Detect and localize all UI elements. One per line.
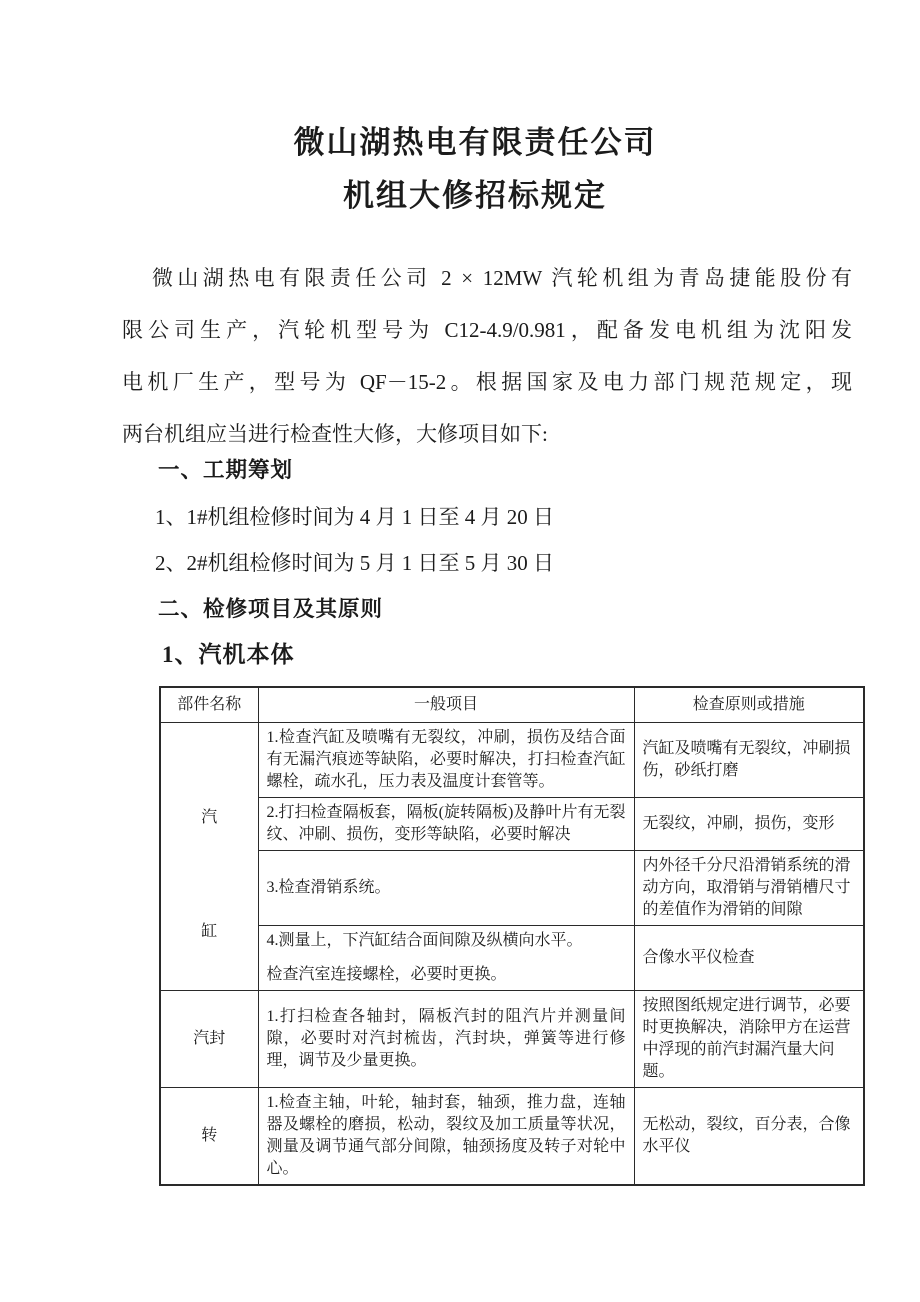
check-cell-qigang-3: 内外径千分尺沿滑销系统的滑动方向，取滑销与滑销槽尺寸的差值作为滑销的间隙: [634, 851, 864, 926]
table-row-qigang-2: [160, 798, 864, 851]
general-cell-qigang-2: 2.打扫检查隔板套，隔板(旋转隔板)及静叶片有无裂纹、冲刷、损伤，变形等缺陷，必要时解决: [258, 798, 634, 851]
part-qigang-char1: 汽: [201, 808, 218, 826]
table-row-qigang-1: [160, 723, 864, 798]
check-cell-qigang-4: 合像水平仪检查: [634, 926, 864, 991]
col-header-general: 一般项目: [258, 687, 634, 723]
check-cell-qigang-2: 无裂纹，冲刷，损伤，变形: [634, 798, 864, 851]
doc-title-line2: 机组大修招标规定: [343, 178, 607, 213]
part-qigang-char2: 缸: [201, 922, 218, 940]
part-cell-qigang: [160, 723, 258, 991]
general-cell-qigang-4: [258, 926, 634, 991]
check-cell-qigang-1: 汽缸及喷嘴有无裂纹，冲刷损伤，砂纸打磨: [634, 723, 864, 798]
general-cell-qigang-3: 3.检查滑销系统。: [258, 851, 634, 926]
intro-line-3: 电机厂生产，型号为 QF－15-2。根据国家及电力部门规范规定，现: [122, 370, 852, 394]
general-cell-zhuan: 1.检查主轴，叶轮，轴封套，轴颈，推力盘，连轴器及螺栓的磨损，松动，裂纹及加工质量等状况，测量及调节通气部分间隙，轴颈扬度及转子对轮中心。: [258, 1088, 634, 1186]
general-cell-qigang-4-para1: 4.测量上，下汽缸结合面间隙及纵横向水平。: [266, 932, 583, 949]
subsection-heading: 1、汽机本体: [162, 642, 295, 667]
table-row-qifeng: [160, 991, 864, 1088]
check-cell-zhuan: 无松动，裂纹，百分表，合像水平仪: [634, 1088, 864, 1186]
table-row-qigang-3: [160, 851, 864, 926]
schedule-item-2: 2、2#机组检修时间为 5 月 1 日至 5 月 30 日: [155, 551, 554, 575]
general-cell-qifeng: 1.打扫检查各轴封，隔板汽封的阻汽片并测量间隙，必要时对汽封梳齿，汽封块，弹簧等进行修理，调节及少量更换。: [258, 991, 634, 1088]
part-cell-qifeng: 汽封: [160, 991, 258, 1088]
doc-title-line1: 微山湖热电有限责任公司: [293, 125, 657, 160]
intro-line-4: 两台机组应当进行检查性大修，大修项目如下:: [122, 422, 548, 446]
section2-heading: 二、检修项目及其原则: [158, 597, 384, 621]
col-header-part: 部件名称: [160, 687, 258, 723]
table-row-qigang-4: [160, 926, 864, 991]
intro-paragraph: [122, 252, 852, 460]
table-row-zhuan: [160, 1088, 864, 1186]
part-cell-zhuan: 转: [160, 1088, 258, 1186]
general-cell-qigang-4-para2: 检查汽室连接螺栓，必要时更换。: [266, 966, 507, 983]
part-qigang-stack: [169, 771, 250, 943]
intro-line-1: 微山湖热电有限责任公司 2 × 12MW 汽轮机组为青岛捷能股份有: [152, 266, 852, 290]
check-cell-qifeng: 按照图纸规定进行调节，必要时更换解决，消除甲方在运营中浮现的前汽封漏汽量大问题。: [634, 991, 864, 1088]
col-header-check: 检查原则或措施: [634, 687, 864, 723]
general-cell-qigang-1: 1.检查汽缸及喷嘴有无裂纹，冲刷，损伤及结合面有无漏汽痕迹等缺陷，必要时解决，打扫检查汽缸螺栓，疏水孔，压力表及温度计套管等。: [258, 723, 634, 798]
table-header-row: [160, 687, 864, 723]
inspection-table: [159, 686, 865, 1186]
intro-line-2: 限公司生产，汽轮机型号为 C12-4.9/0.981，配备发电机组为沈阳发: [122, 318, 852, 342]
schedule-item-1: 1、1#机组检修时间为 4 月 1 日至 4 月 20 日: [155, 505, 554, 529]
section1-heading: 一、工期筹划: [158, 458, 294, 482]
